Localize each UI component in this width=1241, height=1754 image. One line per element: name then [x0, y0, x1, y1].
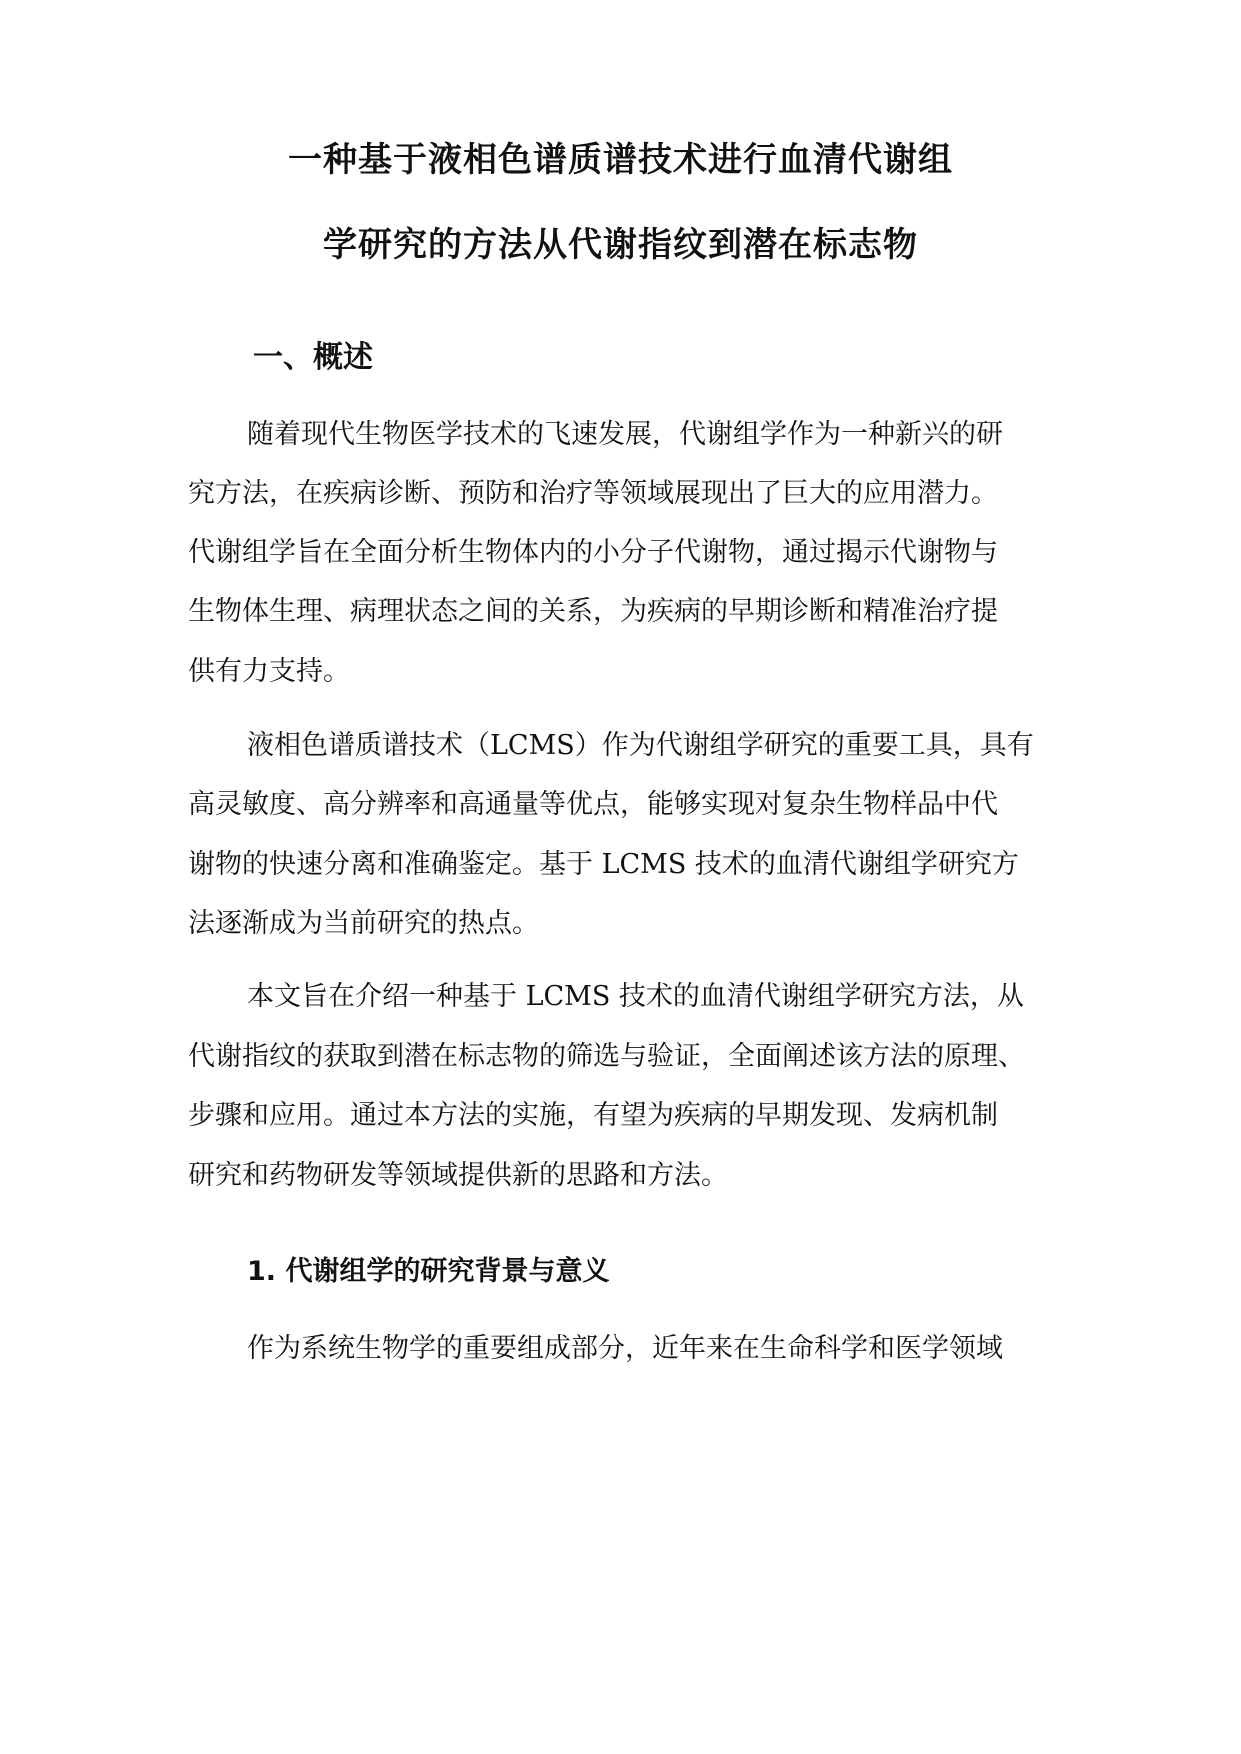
paragraph-3-line-3: 步骤和应用。通过本方法的实施，有望为疾病的早期发现、发病机制	[188, 1100, 998, 1131]
paragraph-1-line-3: 代谢组学旨在全面分析生物体内的小分子代谢物，通过揭示代谢物与	[188, 537, 998, 568]
section-heading-overview: 一、概述	[253, 340, 373, 375]
paragraph-1-line-1: 随着现代生物医学技术的飞速发展，代谢组学作为一种新兴的研	[247, 419, 1003, 450]
paragraph-1-line-5: 供有力支持。	[188, 656, 350, 687]
subsection-heading-1: 1. 代谢组学的研究背景与意义	[247, 1256, 610, 1287]
paragraph-2-line-3: 谢物的快速分离和准确鉴定。基于 LCMS 技术的血清代谢组学研究方	[188, 849, 1019, 880]
paragraph-4-line-1: 作为系统生物学的重要组成部分，近年来在生命科学和医学领域	[247, 1333, 1003, 1364]
paragraph-2-line-2: 高灵敏度、高分辨率和高通量等优点，能够实现对复杂生物样品中代	[188, 789, 998, 820]
paragraph-2-line-1: 液相色谱质谱技术（LCMS）作为代谢组学研究的重要工具，具有	[247, 730, 1034, 761]
document-title-line-2: 学研究的方法从代谢指纹到潜在标志物	[323, 225, 918, 265]
paragraph-2-line-4: 法逐渐成为当前研究的热点。	[188, 908, 539, 939]
paragraph-1-line-2: 究方法，在疾病诊断、预防和治疗等领域展现出了巨大的应用潜力。	[188, 478, 998, 509]
paragraph-3-line-1: 本文旨在介绍一种基于 LCMS 技术的血清代谢组学研究方法，从	[247, 981, 1024, 1012]
document-title-line-1: 一种基于液相色谱质谱技术进行血清代谢组	[288, 140, 953, 180]
paragraph-1-line-4: 生物体生理、病理状态之间的关系，为疾病的早期诊断和精准治疗提	[188, 596, 998, 627]
paragraph-3-line-4: 研究和药物研发等领域提供新的思路和方法。	[188, 1160, 728, 1191]
paragraph-3-line-2: 代谢指纹的获取到潜在标志物的筛选与验证，全面阐述该方法的原理、	[188, 1041, 1025, 1072]
